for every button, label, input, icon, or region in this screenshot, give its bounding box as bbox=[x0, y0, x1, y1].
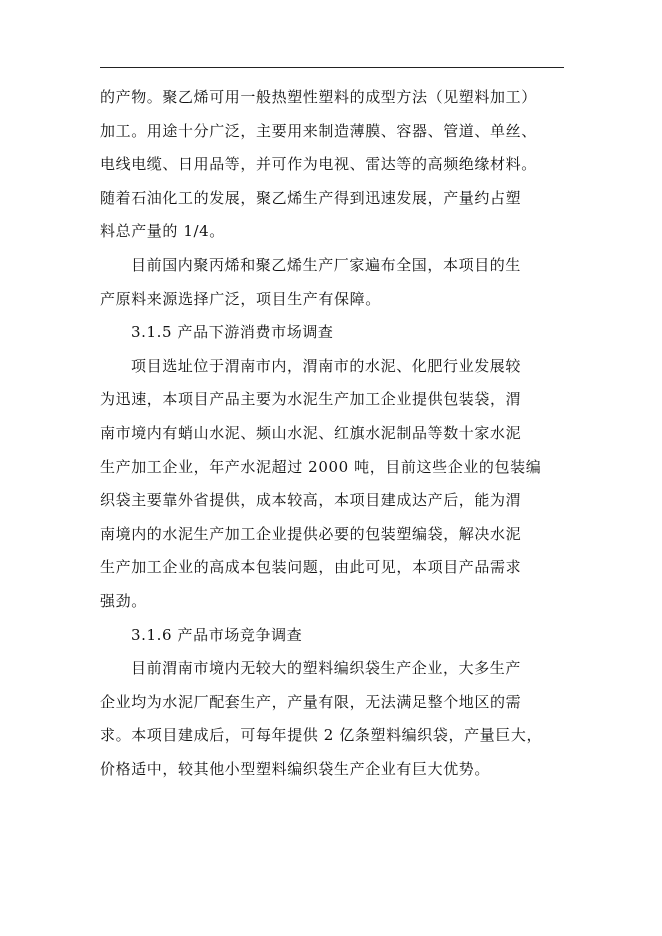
paragraph-line: 随着石油化工的发展，聚乙烯生产得到迅速发展，产量约占塑 bbox=[100, 188, 522, 207]
paragraph-line: 南市境内有蛸山水泥、频山水泥、红旗水泥制品等数十家水泥 bbox=[100, 423, 522, 442]
section-heading-3-1-6: 3.1.6 产品市场竞争调查 bbox=[131, 625, 303, 644]
paragraph-line: 电线电缆、日用品等，并可作为电视、雷达等的高频绝缘材料。 bbox=[100, 155, 537, 174]
paragraph-line: 织袋主要靠外省提供，成本较高，本项目建成达产后，能为渭 bbox=[100, 491, 522, 510]
paragraph-line: 求。本项目建成后，可每年提供 2 亿条塑料编织袋，产量巨大， bbox=[100, 726, 543, 745]
paragraph-line: 目前渭南市境内无较大的塑料编织袋生产企业，大多生产 bbox=[131, 659, 522, 678]
paragraph-line: 南境内的水泥生产加工企业提供必要的包装塑编袋，解决水泥 bbox=[100, 524, 522, 543]
paragraph-line: 加工。用途十分广泛，主要用来制造薄膜、容器、管道、单丝、 bbox=[100, 121, 537, 140]
paragraph-line: 项目选址位于渭南市内，渭南市的水泥、化肥行业发展较 bbox=[131, 356, 522, 375]
paragraph-line: 强劲。 bbox=[100, 591, 147, 610]
paragraph-line: 价格适中，较其他小型塑料编织袋生产企业有巨大优势。 bbox=[100, 759, 491, 778]
paragraph-line: 料总产量的 1/4。 bbox=[100, 222, 225, 241]
paragraph-line: 生产加工企业的高成本包装问题，由此可见，本项目产品需求 bbox=[100, 558, 522, 577]
paragraph-line: 生产加工企业，年产水泥超过 2000 吨，目前这些企业的包装编 bbox=[100, 457, 542, 476]
section-heading-3-1-5: 3.1.5 产品下游消费市场调查 bbox=[131, 323, 334, 342]
paragraph-line: 目前国内聚丙烯和聚乙烯生产厂家遍布全国，本项目的生 bbox=[131, 255, 522, 274]
paragraph-line: 为迅速，本项目产品主要为水泥生产加工企业提供包装袋，渭 bbox=[100, 390, 522, 409]
paragraph-line: 的产物。聚乙烯可用一般热塑性塑料的成型方法（见塑料加工） bbox=[100, 88, 537, 106]
document-body bbox=[100, 81, 572, 786]
paragraph-line: 企业均为水泥厂配套生产，产量有限，无法满足整个地区的需 bbox=[100, 692, 522, 711]
paragraph-line: 产原料来源选择广泛，项目生产有保障。 bbox=[100, 289, 381, 308]
header-rule bbox=[100, 67, 564, 68]
